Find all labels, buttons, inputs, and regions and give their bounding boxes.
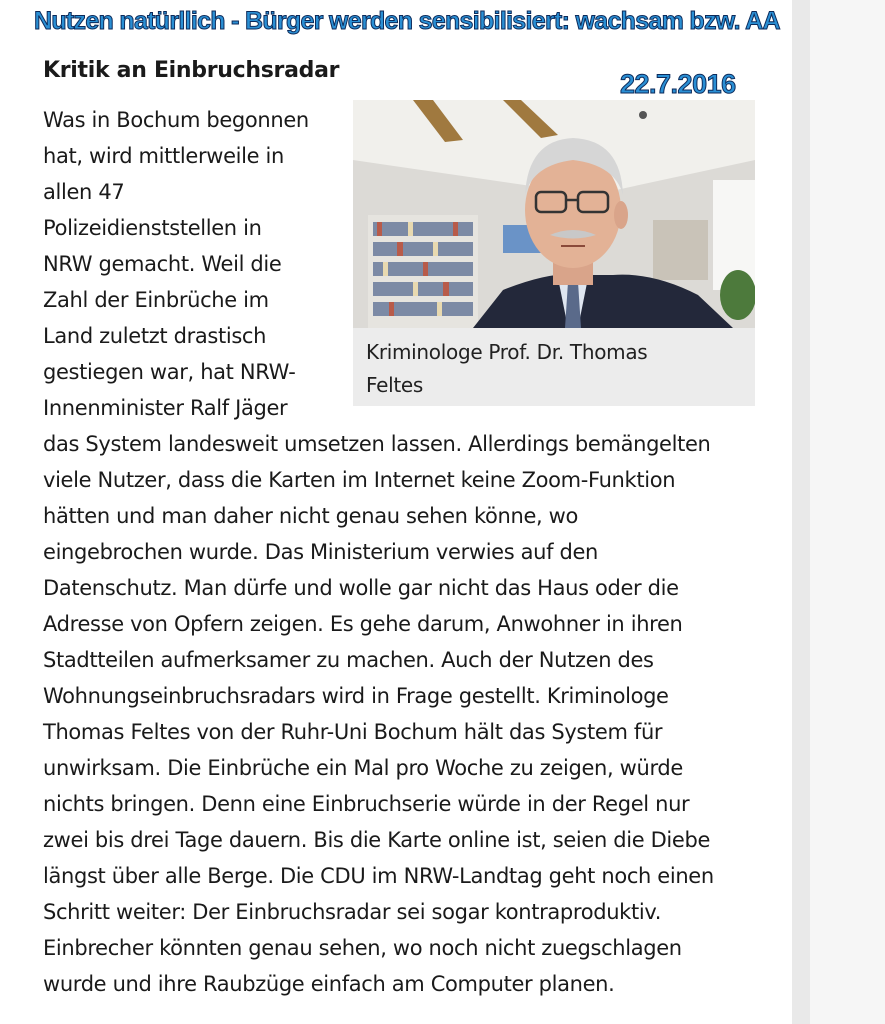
body-line: Innenminister Ralf Jäger <box>43 396 288 420</box>
caption-line: Feltes <box>366 373 424 397</box>
article-body-narrow <box>43 102 343 426</box>
body-line: Polizeidienststellen in <box>43 216 262 240</box>
body-line: NRW gemacht. Weil die <box>43 252 282 276</box>
body-line: viele Nutzer, dass die Karten im Internet keine Zoom-Funktion <box>43 468 676 492</box>
body-line: gestiegen war, hat NRW- <box>43 360 296 384</box>
body-line: zwei bis drei Tage dauern. Bis die Karte online ist, seien die Diebe <box>43 828 711 852</box>
annotation-banner: Nutzen natürllich - Bürger werden sensibilisiert: wachsam bzw. AA <box>34 7 780 35</box>
body-line: Was in Bochum begonnen <box>43 108 309 132</box>
annotation-date: 22.7.2016 <box>620 69 736 99</box>
body-line: allen 47 <box>43 180 125 204</box>
body-line: Stadtteilen aufmerksamer zu machen. Auch der Nutzen des <box>43 648 654 672</box>
body-line: Wohnungseinbruchsradars wird in Frage gestellt. Kriminologe <box>43 684 669 708</box>
body-line: Land zuletzt drastisch <box>43 324 267 348</box>
body-line: nichts bringen. Denn eine Einbruchserie würde in der Regel nur <box>43 792 690 816</box>
right-margin-strip <box>792 0 810 1024</box>
portrait-photo <box>353 100 755 328</box>
body-line: hätten und man daher nicht genau sehen könne, wo <box>43 504 578 528</box>
article-figure <box>353 100 755 406</box>
right-margin-background <box>810 0 885 1024</box>
body-line: Adresse von Opfern zeigen. Es gehe darum, Anwohner in ihren <box>43 612 683 636</box>
body-line: Schritt weiter: Der Einbruchsradar sei sogar kontraproduktiv. <box>43 900 662 924</box>
article-body-wide <box>43 426 783 1002</box>
caption-line: Kriminologe Prof. Dr. Thomas <box>366 340 648 364</box>
body-line: eingebrochen wurde. Das Ministerium verwies auf den <box>43 540 599 564</box>
body-line: hat, wird mittlerweile in <box>43 144 284 168</box>
article-headline: Kritik an Einbruchsradar <box>43 58 340 83</box>
body-line: Einbrecher könnten genau sehen, wo noch nicht zuegschlagen <box>43 936 682 960</box>
body-line: Zahl der Einbrüche im <box>43 288 269 312</box>
body-line: wurde und ihre Raubzüge einfach am Computer planen. <box>43 972 615 996</box>
body-line: Datenschutz. Man dürfe und wolle gar nicht das Haus oder die <box>43 576 679 600</box>
body-line: das System landesweit umsetzen lassen. Allerdings bemängelten <box>43 432 711 456</box>
body-line: längst über alle Berge. Die CDU im NRW-Landtag geht noch einen <box>43 864 714 888</box>
body-line: unwirksam. Die Einbrüche ein Mal pro Woche zu zeigen, würde <box>43 756 683 780</box>
figure-caption <box>366 336 746 402</box>
body-line: Thomas Feltes von der Ruhr-Uni Bochum hält das System für <box>43 720 663 744</box>
